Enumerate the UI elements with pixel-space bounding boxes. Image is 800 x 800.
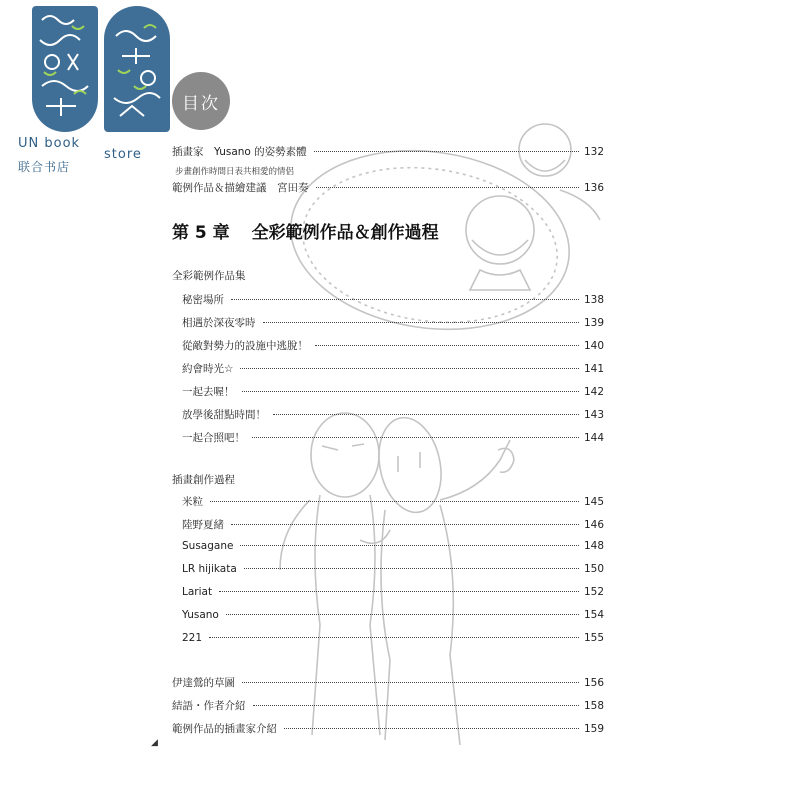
chapter-title: 全彩範例作品＆創作過程: [251, 223, 439, 243]
toc-entry-page: 138: [583, 294, 604, 306]
toc-entry-page: 154: [583, 609, 604, 621]
logo-text-unbook: UN book: [18, 136, 81, 151]
toc-entry-label: 陸野夏緒: [182, 519, 224, 531]
toc-entry-page: 148: [583, 540, 604, 552]
chapter-number: 第 5 章: [172, 223, 230, 243]
toc-entry[interactable]: [182, 586, 604, 602]
logo-mark: [16, 6, 162, 134]
leader-dots: [242, 391, 579, 392]
toc-entry-page: 158: [583, 700, 604, 712]
toc-entry-page: 132: [583, 146, 604, 158]
chapter-heading: [172, 218, 439, 243]
toc-entry[interactable]: [182, 494, 604, 510]
leader-dots: [240, 368, 579, 369]
toc-entry-page: 155: [583, 632, 604, 644]
toc-entry-page: 139: [583, 317, 604, 329]
toc-entry-label: 伊達鶯的草圖: [172, 677, 235, 689]
contents-badge: 目次: [172, 72, 230, 130]
toc-entry[interactable]: [182, 517, 604, 533]
toc-entry-note: 步畫創作時間日表共相愛的情侶: [175, 167, 295, 177]
toc-entry[interactable]: [172, 721, 604, 737]
toc-entry[interactable]: [182, 292, 604, 308]
toc-entry-label: 範例作品的插畫家介紹: [172, 723, 277, 735]
toc-entry[interactable]: [172, 144, 604, 160]
toc-entry-label: 放學後甜點時間！: [182, 409, 266, 421]
toc-entry-label: 相遇於深夜零時: [182, 317, 256, 329]
toc-entry-page: 140: [583, 340, 604, 352]
store-logo: [16, 6, 162, 174]
leader-dots: [253, 705, 579, 706]
toc-entry-label: Lariat: [182, 586, 213, 598]
leader-dots: [314, 151, 579, 152]
toc-entry-label: LR hijikata: [182, 563, 237, 575]
toc-entry-label: 約會時光☆: [182, 363, 234, 375]
leader-dots: [263, 322, 579, 323]
toc-entry-page: 145: [583, 496, 604, 508]
leader-dots: [240, 545, 579, 546]
logo-tile-right: [104, 6, 170, 132]
toc-entry[interactable]: [172, 675, 604, 691]
logo-text-english: [18, 136, 168, 162]
toc-entry[interactable]: [182, 563, 604, 579]
toc-entry-label: 秘密場所: [182, 294, 224, 306]
toc-entry[interactable]: [182, 632, 604, 648]
section-heading: 插畫創作過程: [172, 474, 235, 486]
toc-entry-label: 結語・作者介紹: [172, 700, 246, 712]
section-heading: 全彩範例作品集: [172, 270, 246, 282]
toc-entry-label: 插畫家 Yusano 的姿勢素體: [172, 146, 307, 158]
leader-dots: [273, 414, 579, 415]
toc-entry[interactable]: [172, 180, 604, 196]
toc-entry[interactable]: [182, 540, 604, 556]
toc-entry-page: 136: [583, 182, 604, 194]
toc-entry-label: 米粒: [182, 496, 203, 508]
toc-entry-page: 146: [583, 519, 604, 531]
leader-dots: [242, 682, 579, 683]
leader-dots: [316, 187, 579, 188]
toc-entry-page: 150: [583, 563, 604, 575]
leader-dots: [231, 524, 579, 525]
leader-dots: [219, 591, 579, 592]
toc-entry-label: Yusano: [182, 609, 219, 621]
toc-entry-page: 156: [583, 677, 604, 689]
toc-entry-label: 從敵對勢力的設施中逃脫！: [182, 340, 308, 352]
toc-entry[interactable]: [182, 338, 604, 354]
toc-entry-label: Susagane: [182, 540, 234, 552]
toc-entry[interactable]: [182, 384, 604, 400]
toc-entry-page: 142: [583, 386, 604, 398]
leader-dots: [209, 637, 579, 638]
toc-entry-label: 一起合照吧！: [182, 432, 245, 444]
leader-dots: [244, 568, 579, 569]
logo-text-chinese: 联合书店: [18, 160, 71, 174]
leader-dots: [284, 728, 579, 729]
corner-mark-icon: ◢: [151, 738, 158, 748]
toc-entry[interactable]: [182, 407, 604, 423]
leader-dots: [315, 345, 579, 346]
toc-entry[interactable]: [172, 698, 604, 714]
toc-entry-page: 159: [583, 723, 604, 735]
toc-entry-label: 範例作品＆描繪建議 宮田奏: [172, 182, 309, 194]
toc-entry[interactable]: [182, 361, 604, 377]
toc-entry[interactable]: [182, 609, 604, 625]
toc-entry-page: 144: [583, 432, 604, 444]
leader-dots: [210, 501, 579, 502]
logo-tile-left: [32, 6, 98, 132]
leader-dots: [252, 437, 579, 438]
leader-dots: [226, 614, 579, 615]
logo-text-store: store: [104, 147, 142, 162]
toc-entry[interactable]: [182, 315, 604, 331]
toc-entry[interactable]: [182, 430, 604, 446]
toc-entry-page: 143: [583, 409, 604, 421]
toc-entry-page: 141: [583, 363, 604, 375]
toc-entry-label: 221: [182, 632, 203, 644]
leader-dots: [231, 299, 579, 300]
toc-entry-page: 152: [583, 586, 604, 598]
toc-entry-label: 一起去喔！: [182, 386, 235, 398]
